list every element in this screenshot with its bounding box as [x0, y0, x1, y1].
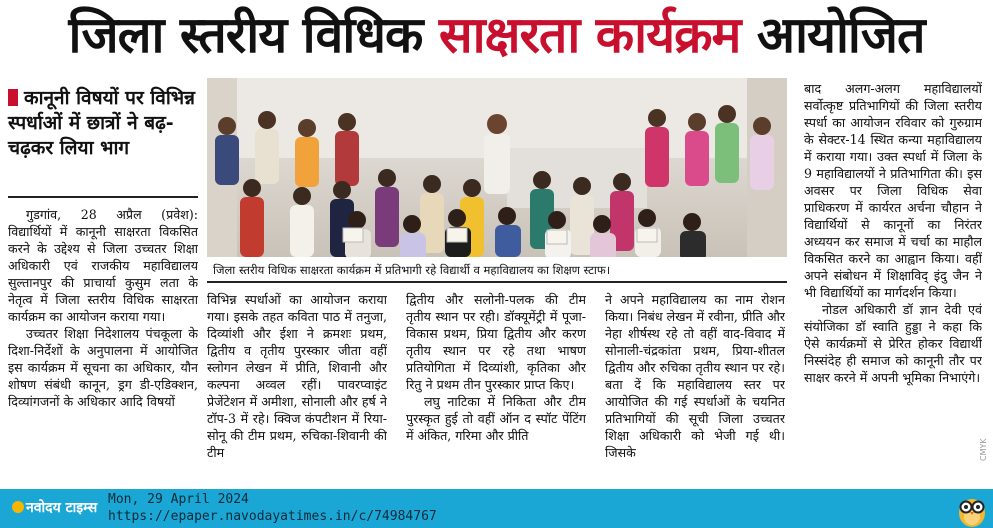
column-5-paragraph-2: नोडल अधिकारी डॉ ज्ञान देवी एवं संयोजिका डॉ स्वाति हुड्डा ने कहा कि ऐसे कार्यक्रमों से प्रेरित होकर विद्यार्थी निस्संदेह ही समाज को कानूनी तौर पर साक्षर करने में अपनी भूमिका निभाएंगे। [804, 302, 982, 385]
epaper-url-link[interactable]: https://epaper.navodayatimes.in/c/74984767 [108, 509, 437, 524]
brand-logo[interactable] [10, 498, 97, 518]
group-photo [207, 78, 787, 257]
subheadline [8, 86, 198, 161]
photo-caption: जिला स्तरीय विधिक साक्षरता कार्यक्रम में प्रतिभागी रहे विद्यार्थी व महाविद्यालय का शिक्षण स्टाफ। [207, 257, 787, 283]
group-photo-illustration [207, 78, 787, 257]
headline-part-2: साक्षरता कार्यक्रम [438, 6, 741, 64]
epaper-footer [0, 489, 993, 528]
headline-part-3: आयोजित [756, 6, 925, 64]
headline [0, 0, 993, 70]
subheadline-text: कानूनी विषयों पर विभिन्न स्पर्धाओं में छात्रों ने बढ़-चढ़कर लिया भाग [8, 87, 195, 159]
article-column-2 [207, 291, 387, 483]
article-column-1 [8, 206, 198, 486]
article-column-5 [804, 80, 982, 483]
article-column-4 [605, 291, 785, 483]
column-5-paragraph-1: बाद अलग-अलग महाविद्यालयों सर्वोत्कृष्ट प्रतिभागियों की जिला स्तरीय स्पर्धा का आयोजन रविवार को गुरुग्राम के सेक्टर-14 स्थित कन्या महाविद्यालय में कराया गया। उक्त स्पर्धा में जिला के 9 महाविद्यालयों ने प्रतिभागिता की। इस अवसर पर जिला विधिक सेवा प्राधिकरण में कार्यरत अर्चना चौहान ने विद्यार्थियों से कानूनों का निरंतर अध्ययन कर समाज में चर्चा का माहौल विकसित करने का आह्वान किया। वहीं अपने संबोधन में शिक्षाविद् इंदु जैन ने भी विद्यार्थियों का मार्गदर्शन किया। [804, 81, 982, 300]
column-3-paragraph-2: लघु नाटिका में निकिता और टीम पुरस्कृत हुई तो वहीं ऑन द स्पॉट पेंटिंग में अंकित, गरिमा और प्रीति [406, 394, 586, 443]
cmyk-print-mark: CMYK [979, 438, 988, 462]
column-1-paragraph-1: गुडगांव, 28 अप्रैल (प्रवेश): विद्यार्थियों में कानूनी साक्षरता विकसित करने के उद्देश्य से जिला उच्चतर शिक्षा अधिकारी एवं राजकीय महाविद्यालय सुल्तानपुर की प्राचार्या कुसुम लता के नेतृत्व में जिला स्तरीय विधिक साक्षरता कार्यक्रम का आयोजन कराया गया। [8, 207, 198, 324]
edition-date: Mon, 29 April 2024 [108, 492, 249, 507]
brand-sun-icon [12, 501, 24, 513]
column-1-paragraph-2: उच्चतर शिक्षा निदेशालय पंचकूला के दिशा-निर्देशों के अनुपालना में आयोजित इस कार्यक्रम में सूचना का अधिकार, यौन शोषण संबंधी कानून, ड्रग डी-एडिक्शन, दिव्यांगजनों के अधिकार आदि विषयों [8, 326, 198, 409]
article-column-3 [406, 291, 586, 483]
column-3-paragraph-1: द्वितीय और सलोनी-पलक की टीम तृतीय स्थान पर रही। डॉक्यूमेंट्री में पूजा-विकास प्रथम, प्रिया द्वितीय और करण तृतीय स्थान पर रहे तथा भाषण प्रतियोगिता में दिव्यांशी, कृतिका और रितु ने प्रथम तीन पुरस्कार प्राप्त किए। [406, 292, 586, 392]
subheadline-rule [8, 196, 198, 198]
brand-name: नवोदय टाइम्स [26, 500, 98, 516]
column-2-paragraph-1: विभिन्न स्पर्धाओं का आयोजन कराया गया। इसके तहत कविता पाठ में तनुजा, दिव्यांशी और ईशा ने क्रमशः प्रथम, द्वितीय व तृतीय पुरस्कार जीता वहीं स्लोगन लेखन में प्रीति, शिवानी और कल्पना अव्वल रहीं। पावरप्वाइंट प्रेजेंटेशन में अमीशा, सोनाली और हर्ष ने टॉप-3 में रहे। क्विज कंपटीशन में रिया-सोनू की टीम प्रथम, रुचिका-शिवानी की टीम [207, 292, 387, 460]
headline-part-1: जिला स्तरीय विधिक [68, 6, 423, 64]
owl-mascot-icon [955, 489, 989, 528]
red-square-bullet-icon [8, 89, 18, 106]
column-4-paragraph-1: ने अपने महाविद्यालय का नाम रोशन किया। निबंध लेखन में रवीना, प्रीति और नेहा शीर्षस्थ रहे तो वहीं वाद-विवाद में सोनाली-चंद्रकांता प्रथम, प्रिया-शीतल द्वितीय और रुचिका तृतीय स्थान पर रहे। बता दें कि महाविद्यालय स्तर पर आयोजित की गई स्पर्धाओं के चयनित प्रतिभागियों की सूची जिला उच्चतर शिक्षा अधिकारी को भेजी गई थी। जिसके [605, 292, 785, 460]
